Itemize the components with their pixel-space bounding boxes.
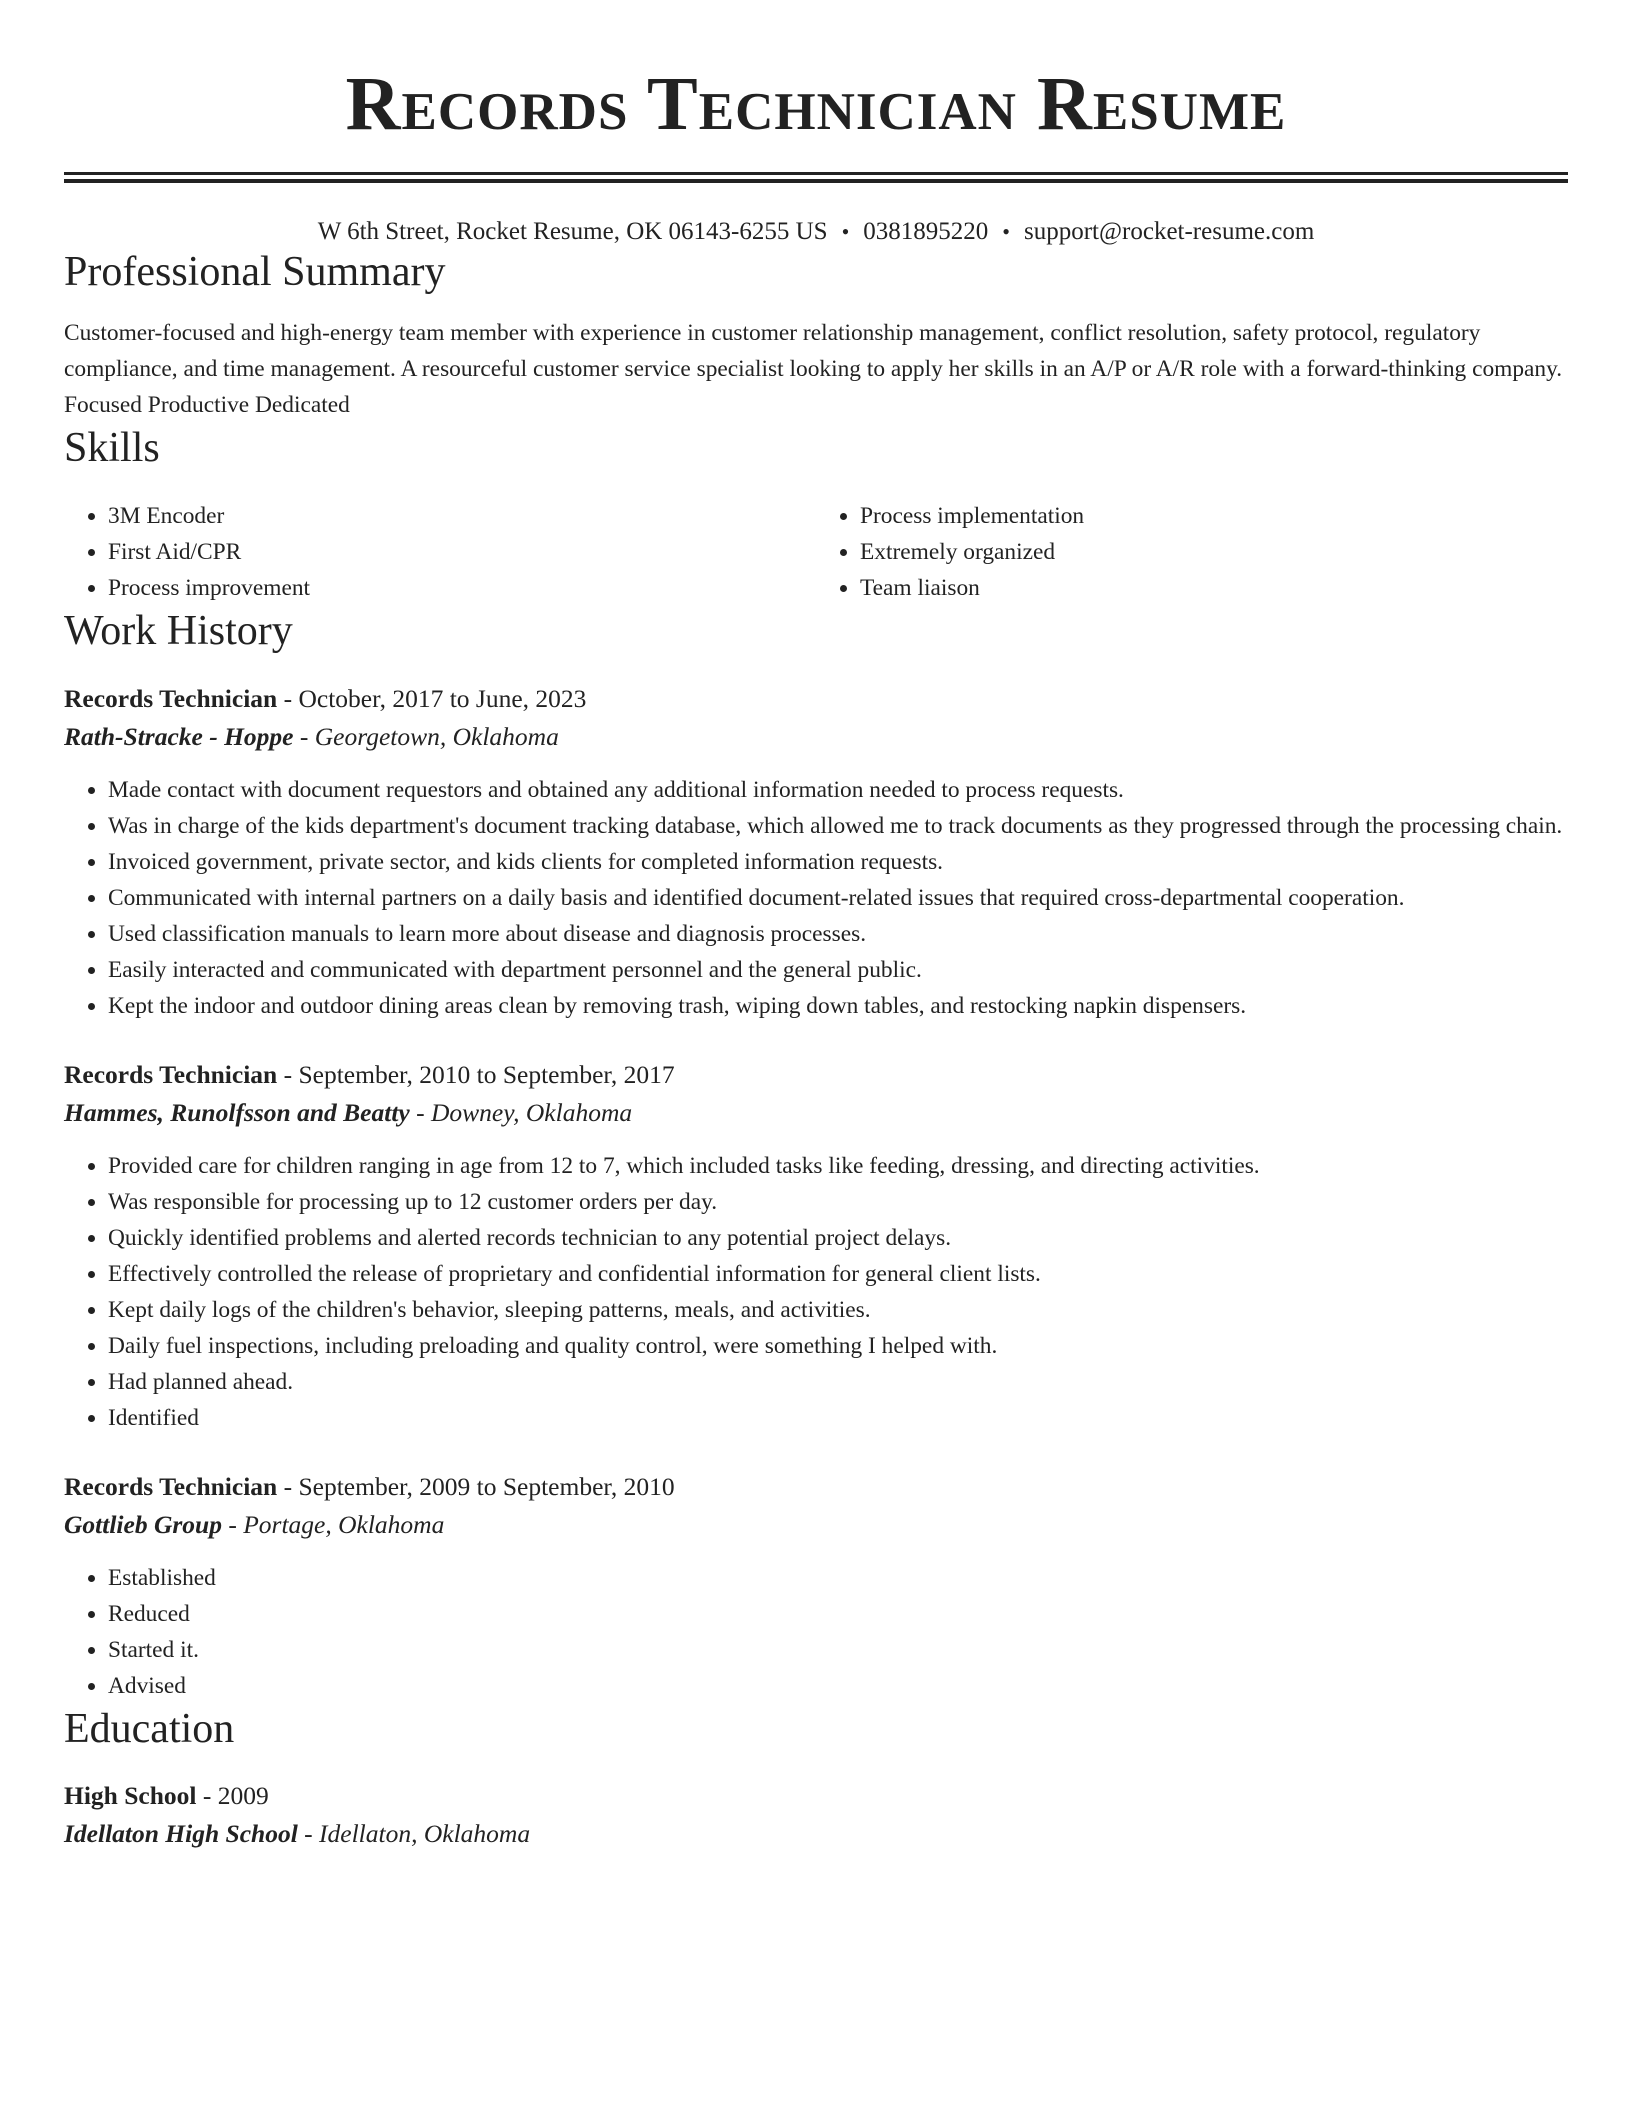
contact-email: support@rocket-resume.com [1024, 218, 1315, 245]
education-degree: High School [64, 1780, 197, 1810]
summary-heading: Professional Summary [64, 249, 446, 295]
skill-item: • Extremely organized [860, 534, 1568, 570]
job-duty: • Used classification manuals to learn more about disease and diagnosis processes. [108, 916, 1568, 952]
job-title: Records Technician [64, 1060, 278, 1090]
job-location: - Downey, Oklahoma [416, 1098, 633, 1128]
education-heading: Education [64, 1706, 235, 1753]
job-company: Gottlieb Group [64, 1510, 222, 1540]
job-duties [64, 1148, 1568, 1436]
job-duty: • Had planned ahead. [108, 1364, 1568, 1400]
skill-item: • Team liaison [860, 570, 1568, 606]
contact-separator: • [1002, 219, 1010, 244]
job-duty: • Was responsible for processing up to 12 customer orders per day. [108, 1184, 1568, 1220]
job-company: Hammes, Runolfsson and Beatty [64, 1098, 410, 1128]
title-divider [64, 172, 1568, 183]
job-dates: - October, 2017 to June, 2023 [283, 684, 587, 714]
job-duty: • Advised [108, 1668, 1568, 1704]
job-duty: • Quickly identified problems and alerted records technician to any potential project delays. [108, 1220, 1568, 1256]
skills-column-left [64, 498, 816, 606]
job-employer [64, 1094, 1568, 1132]
job-header [64, 1056, 1568, 1094]
job-duty: • Kept the indoor and outdoor dining areas clean by removing trash, wiping down tables, and restocking napkin dispensers. [108, 988, 1568, 1024]
job-duty: • Was in charge of the kids department's document tracking database, which allowed me to track documents as they progressed through the processing chain. [108, 808, 1568, 844]
job-title: Records Technician [64, 684, 278, 714]
job-company: Rath-Stracke - Hoppe [64, 722, 294, 752]
job-title: Records Technician [64, 1472, 278, 1502]
job-duty: • Kept daily logs of the children's behavior, sleeping patterns, meals, and activities. [108, 1292, 1568, 1328]
education-school: Idellaton High School [64, 1818, 298, 1848]
job-location: - Portage, Oklahoma [228, 1510, 445, 1540]
skill-item: • Process implementation [860, 498, 1568, 534]
job-duty: • Daily fuel inspections, including preloading and quality control, were something I helped with. [108, 1328, 1568, 1364]
job-location: - Georgetown, Oklahoma [299, 722, 559, 752]
job-employer [64, 1506, 1568, 1544]
skill-item: • First Aid/CPR [108, 534, 816, 570]
job-dates: - September, 2010 to September, 2017 [283, 1060, 675, 1090]
education-entry [64, 1777, 1568, 1853]
resume-title: Records Technician Resume [345, 62, 1287, 146]
skill-item: • Process improvement [108, 570, 816, 606]
contact-address: W 6th Street, Rocket Resume, OK 06143-6255 US [317, 218, 828, 245]
job-duty: • Easily interacted and communicated with department personnel and the general public. [108, 952, 1568, 988]
job-entry [64, 680, 1568, 1024]
skills-list [64, 498, 1568, 606]
job-header [64, 680, 1568, 718]
skill-item: • 3M Encoder [108, 498, 816, 534]
job-duty: • Invoiced government, private sector, and kids clients for completed information requests. [108, 844, 1568, 880]
skills-heading: Skills [64, 425, 160, 472]
job-employer [64, 718, 1568, 756]
education-year: - 2009 [202, 1780, 269, 1810]
job-dates: - September, 2009 to September, 2010 [283, 1472, 675, 1502]
contact-line [64, 217, 1568, 247]
job-entry [64, 1468, 1568, 1704]
job-duty: • Started it. [108, 1632, 1568, 1668]
job-duty: • Effectively controlled the release of proprietary and confidential information for general client lists. [108, 1256, 1568, 1292]
education-school-line [64, 1815, 1568, 1853]
education-location: - Idellaton, Oklahoma [304, 1818, 531, 1848]
job-duty: • Provided care for children ranging in age from 12 to 7, which included tasks like feeding, dressing, and directing activities. [108, 1148, 1568, 1184]
job-duty: • Communicated with internal partners on a daily basis and identified document-related issues that required cross-departmental cooperation. [108, 880, 1568, 916]
job-duties [64, 772, 1568, 1024]
job-entry [64, 1056, 1568, 1436]
job-duty: • Made contact with document requestors and obtained any additional information needed to process requests. [108, 772, 1568, 808]
job-header [64, 1468, 1568, 1506]
work-history-heading: Work History [64, 607, 293, 654]
job-duties [64, 1560, 1568, 1704]
job-duty: • Established [108, 1560, 1568, 1596]
contact-phone: 0381895220 [863, 218, 989, 245]
summary-text: Customer-focused and high-energy team member with experience in customer relationship management, conflict resolution, safety protocol, regulatory compliance, and time management. A resourceful customer service specialist looking to apply her skills in an A/P or A/R role with a forward-thinking company. Focused Productive Dedicated [64, 320, 1563, 419]
contact-separator: • [841, 219, 850, 244]
job-duty: • Reduced [108, 1596, 1568, 1632]
skills-column-right [816, 498, 1568, 606]
job-duty: • Identified [108, 1400, 1568, 1436]
education-header [64, 1777, 1568, 1815]
